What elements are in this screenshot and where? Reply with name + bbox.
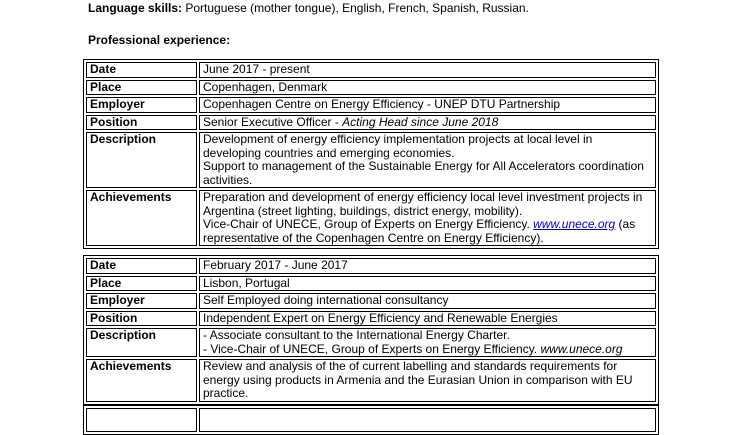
table-row bbox=[86, 408, 656, 432]
achievements-paragraph: Preparation and development of energy efficiency local level investment projects in Argentina (street lighting, buildings, district energy, mobility). bbox=[203, 190, 643, 218]
unece-link[interactable]: www.unece.org bbox=[533, 217, 616, 231]
position-value: Independent Expert on Energy Efficiency and Renewable Energies bbox=[199, 311, 656, 327]
position-italic: Acting Head since June 2018 bbox=[342, 114, 499, 129]
table-row bbox=[86, 276, 656, 292]
place-label: Place bbox=[86, 276, 197, 292]
description-text: - Vice-Chair of UNECE, Group of Experts on Energy Efficiency. bbox=[203, 341, 541, 356]
achievements-text: (as representative of the Copenhagen Centre on Energy Efficiency). bbox=[203, 217, 636, 245]
employer-value: Self Employed doing international consultancy bbox=[199, 293, 656, 309]
description-paragraph bbox=[203, 343, 652, 357]
experience-table-2 bbox=[83, 255, 659, 405]
description-value bbox=[199, 132, 656, 188]
position-text: Senior Executive Officer - bbox=[203, 114, 343, 129]
experience-table-1 bbox=[83, 59, 659, 249]
table-row bbox=[86, 80, 656, 96]
date-value: June 2017 - present bbox=[199, 62, 656, 78]
date-label bbox=[86, 408, 197, 432]
achievements-label: Achievements bbox=[86, 359, 197, 402]
language-skills-label: Language skills: bbox=[88, 1, 183, 15]
place-value: Lisbon, Portugal bbox=[199, 276, 656, 292]
employer-label: Employer bbox=[86, 97, 197, 113]
table-row bbox=[86, 115, 656, 131]
achievements-paragraph bbox=[203, 218, 652, 245]
table-row bbox=[86, 311, 656, 327]
table-row bbox=[86, 293, 656, 309]
professional-experience-heading: Professional experience: bbox=[88, 33, 231, 47]
language-skills-line bbox=[88, 1, 529, 15]
table-row bbox=[86, 359, 656, 402]
place-value: Copenhagen, Denmark bbox=[199, 80, 656, 96]
table-row bbox=[86, 97, 656, 113]
date-value: February 2017 - June 2017 bbox=[199, 258, 656, 274]
table-row bbox=[86, 62, 656, 78]
description-label: Description bbox=[86, 328, 197, 357]
description-value bbox=[199, 328, 656, 357]
date-label: Date bbox=[86, 62, 197, 78]
position-label: Position bbox=[86, 311, 197, 327]
achievements-value bbox=[199, 190, 656, 246]
date-label: Date bbox=[86, 258, 197, 274]
achievements-value: Review and analysis of the of current labelling and standards requirements for energy using products in Armenia and the Eurasian Union in comparison with EU practice. bbox=[199, 359, 656, 402]
language-skills-value: Portuguese (mother tongue), English, French, Spanish, Russian. bbox=[182, 1, 529, 15]
employer-label: Employer bbox=[86, 293, 197, 309]
place-label: Place bbox=[86, 80, 197, 96]
employer-value: Copenhagen Centre on Energy Efficiency - UNEP DTU Partnership bbox=[199, 97, 656, 113]
position-value bbox=[199, 115, 656, 131]
table-row bbox=[86, 328, 656, 357]
table-row bbox=[86, 190, 656, 246]
description-label: Description bbox=[86, 132, 197, 188]
achievements-text: Vice-Chair of UNECE, Group of Experts on Energy Efficiency. bbox=[203, 217, 534, 231]
description-paragraph: Support to management of the Sustainable Energy for All Accelerators coordination activities. bbox=[203, 159, 644, 187]
date-value bbox=[199, 408, 656, 432]
table-row bbox=[86, 258, 656, 274]
achievements-label: Achievements bbox=[86, 190, 197, 246]
table-row bbox=[86, 132, 656, 188]
description-italic: www.unece.org bbox=[540, 341, 623, 356]
experience-table-3 bbox=[83, 405, 659, 435]
position-label: Position bbox=[86, 115, 197, 131]
description-paragraph: - Associate consultant to the International Energy Charter. bbox=[203, 328, 510, 342]
description-paragraph: Development of energy efficiency implementation projects at local level in developing countries and emerging economies. bbox=[203, 132, 593, 160]
